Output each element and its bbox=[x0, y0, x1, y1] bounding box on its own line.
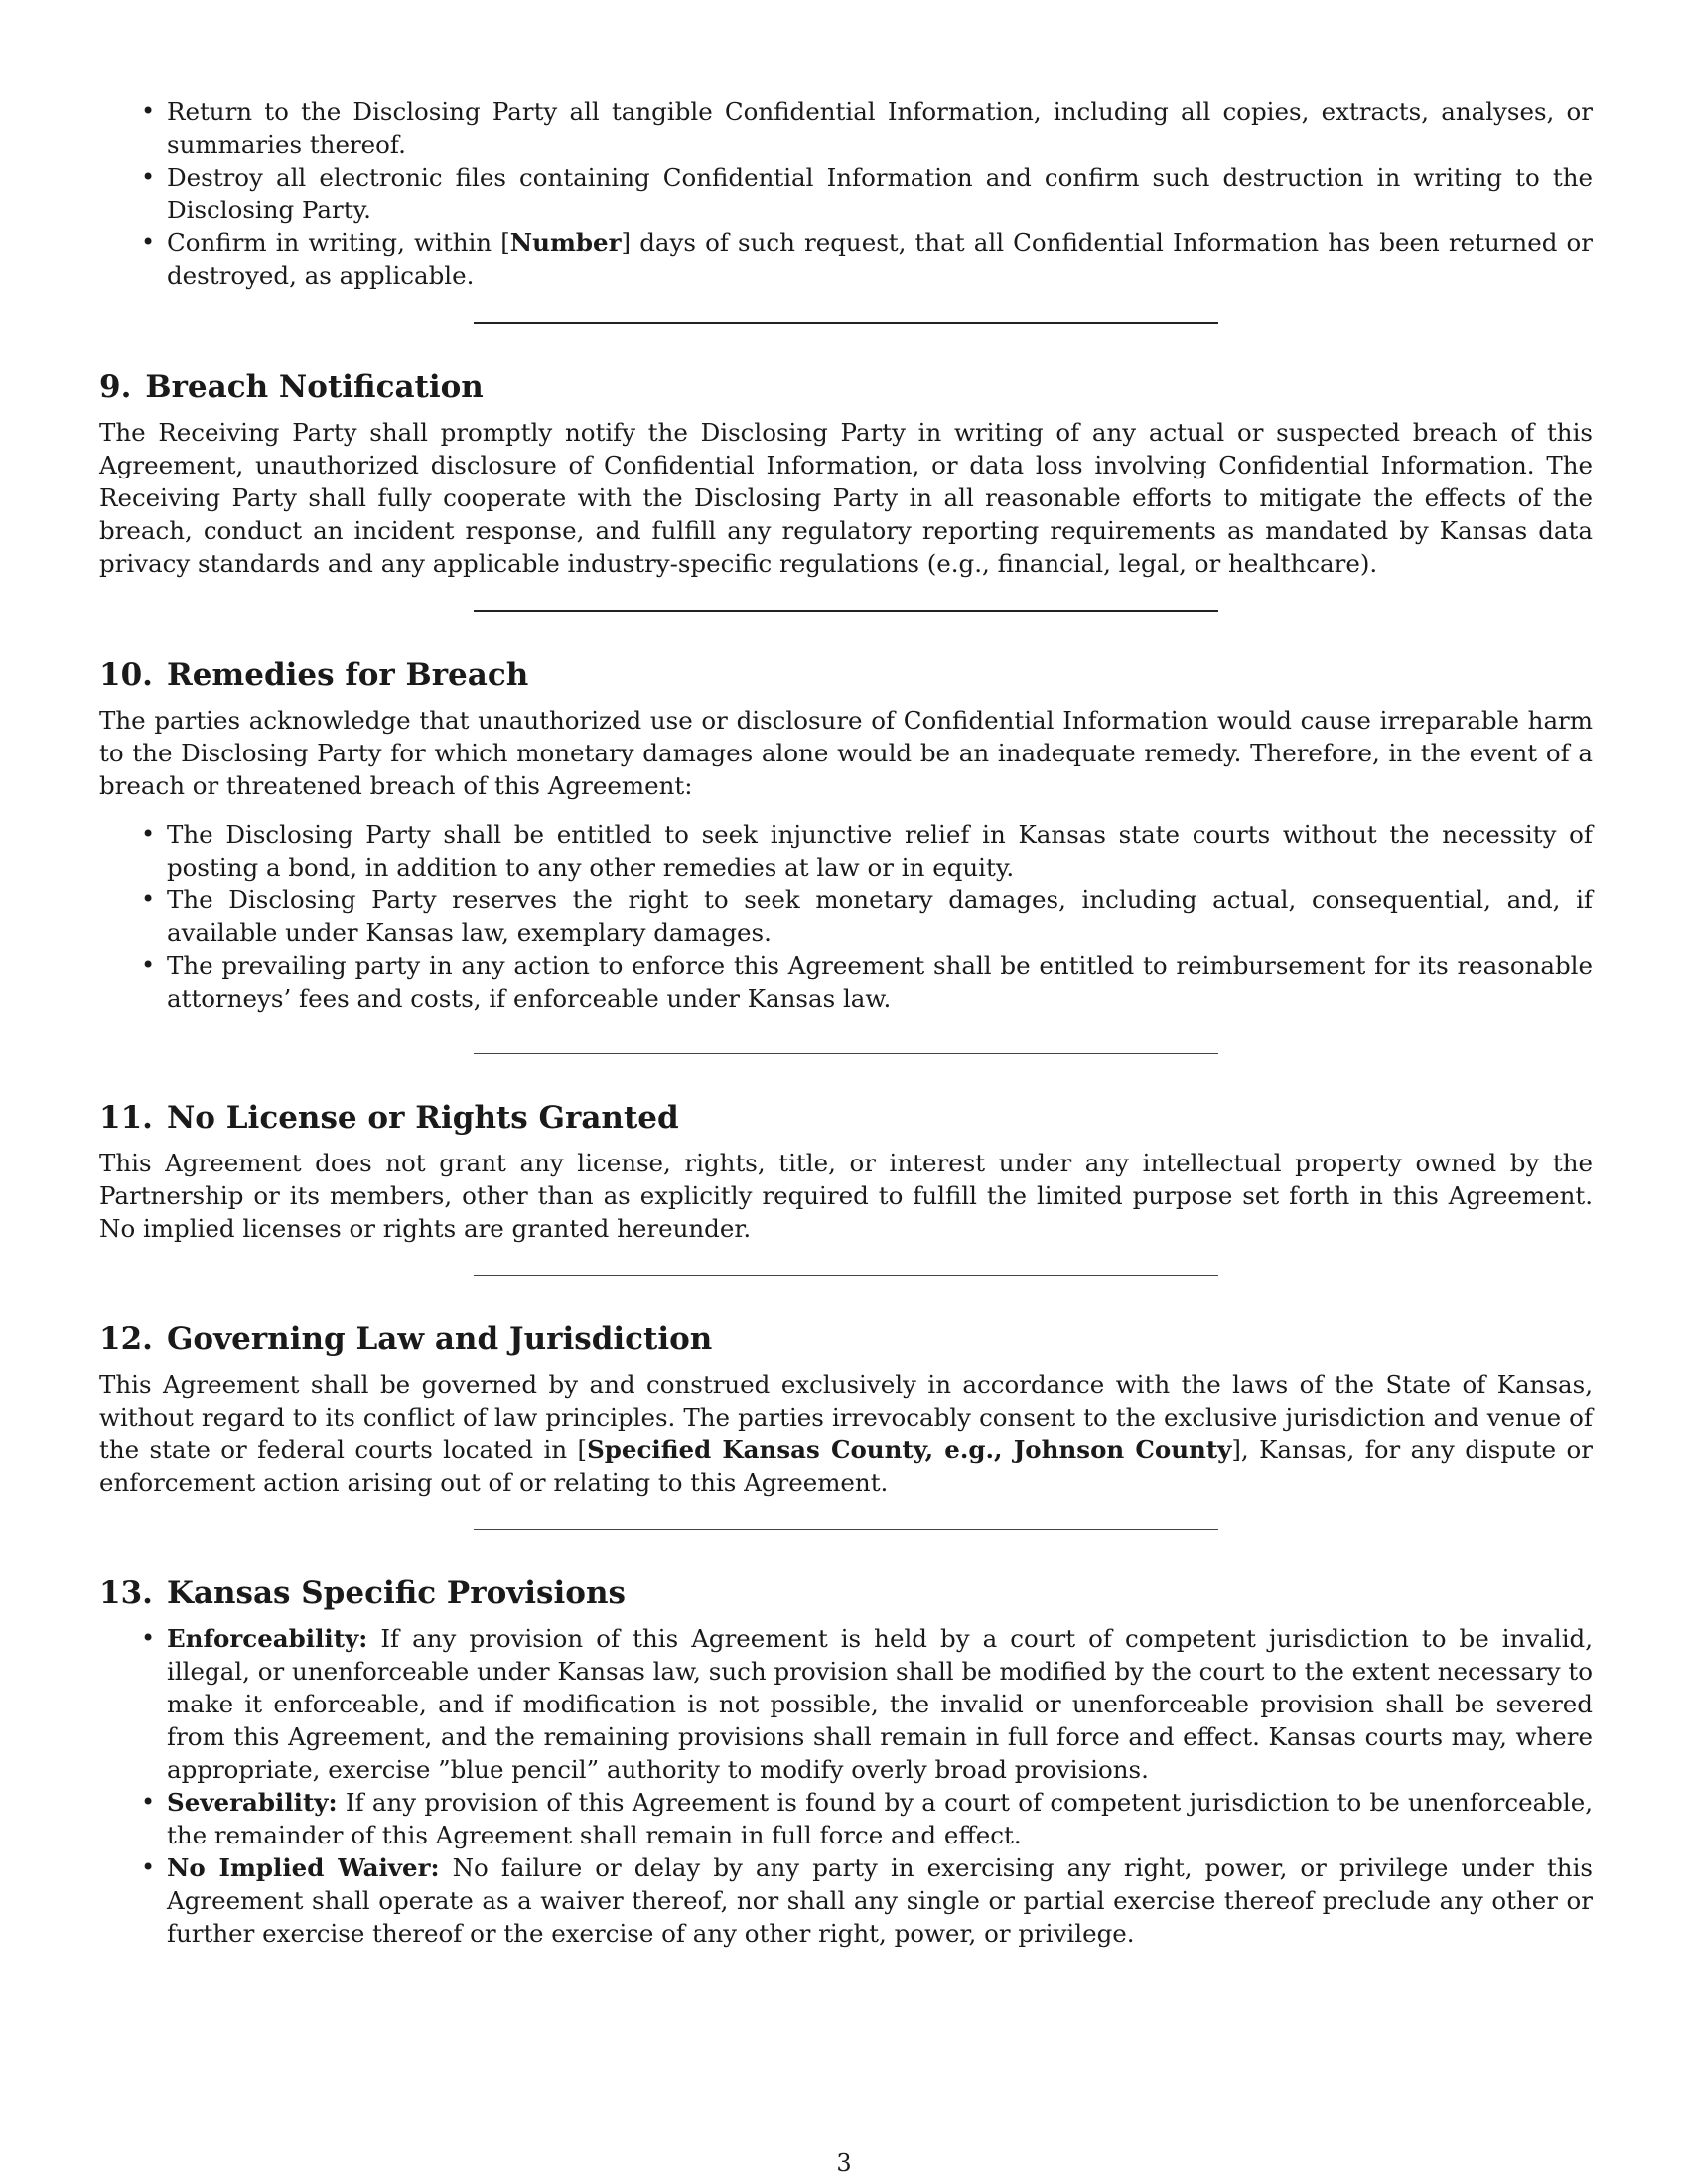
section-divider bbox=[474, 1275, 1218, 1276]
kansas-provisions-list bbox=[99, 1622, 1593, 1950]
provision-label: Enforceability: bbox=[167, 1624, 368, 1653]
list-item: • Confirm in writing, within [Number] days of such request, that all Confidential Information has been returned or destroyed, as applicable. bbox=[99, 226, 1593, 292]
list-item: • Destroy all electronic files containing Confidential Information and confirm such destruction in writing to the Disclosing Party. bbox=[99, 161, 1593, 226]
return-obligations-list bbox=[99, 95, 1593, 292]
section-divider bbox=[474, 1053, 1218, 1054]
section-divider bbox=[474, 322, 1218, 324]
provision-label: Severability: bbox=[167, 1788, 338, 1817]
section-10-heading: 10. Remedies for Breach bbox=[99, 657, 529, 693]
section-12-body: This Agreement shall be governed by and construed exclusively in accordance with the laws of the State of Kansas, without regard to its conflict of law principles. The parties irrevocably consent to the exclusive jurisdiction and venue of the state or federal courts located in [Specified Kansas County, e.g., Johnson County], Kansas, for any dispute or enforcement action arising out of or relating to this Agreement. bbox=[99, 1370, 1594, 1497]
list-item: • The Disclosing Party shall be entitled to seek injunctive relief in Kansas state courts without the necessity of posting a bond, in addition to any other remedies at law or in equity. bbox=[99, 818, 1593, 884]
list-item: • No Implied Waiver: No failure or delay by any party in exercising any right, power, or privilege under this Agreement shall operate as a waiver thereof, nor shall any single or partial exercise thereof preclude any other or further exercise thereof or the exercise of any other right, power, or privilege. bbox=[99, 1851, 1593, 1950]
section-13-heading: 13. Kansas Specific Provisions bbox=[99, 1575, 626, 1611]
list-item: • Severability: If any provision of this Agreement is found by a court of competent jurisdiction to be unenforceable, the remainder of this Agreement shall remain in full force and effect. bbox=[99, 1786, 1593, 1851]
provision-label: No Implied Waiver: bbox=[167, 1853, 440, 1882]
placeholder-number: Number bbox=[509, 228, 622, 257]
section-9-heading: 9. Breach Notification bbox=[99, 369, 484, 405]
section-9-body: The Receiving Party shall promptly notify the Disclosing Party in writing of any actual or suspected breach of this Agreement, unauthorized disclosure of Confidential Information, or data loss involving Confidential Information. The Receiving Party shall fully cooperate with the Disclosing Party in all reasonable efforts to mitigate the effects of the breach, conduct an incident response, and fulfill any regulatory reporting requirements as mandated by Kansas data privacy standards and any applicable industry-specific regulations (e.g., financial, legal, or healthcare). bbox=[99, 418, 1593, 578]
list-item: • The Disclosing Party reserves the right to seek monetary damages, including actual, consequential, and, if available under Kansas law, exemplary damages. bbox=[99, 884, 1593, 949]
section-11-body: This Agreement does not grant any license, rights, title, or interest under any intellectual property owned by the Partnership or its members, other than as explicitly required to fulfill the limited purpose set forth in this Agreement. No implied licenses or rights are granted hereunder. bbox=[99, 1149, 1593, 1243]
list-item: • Enforceability: If any provision of this Agreement is held by a court of competent jurisdiction to be invalid, illegal, or unenforceable under Kansas law, such provision shall be modified by the court to the extent necessary to make it enforceable, and if modification is not possible, the invalid or unenforceable provision shall be severed from this Agreement, and the remaining provisions shall remain in full force and effect. Kansas courts may, where appropriate, exercise ”blue pencil” authority to modify overly broad provisions. bbox=[99, 1622, 1593, 1786]
section-10-body: The parties acknowledge that unauthorized use or disclosure of Confidential Information would cause irreparable harm to the Disclosing Party for which monetary damages alone would be an inadequate remedy. Therefore, in the event of a breach or threatened breach of this Agreement: bbox=[99, 706, 1593, 800]
section-divider bbox=[474, 610, 1218, 612]
remedies-list bbox=[99, 818, 1593, 1015]
section-11-heading: 11. No License or Rights Granted bbox=[99, 1100, 679, 1136]
section-12-heading: 12. Governing Law and Jurisdiction bbox=[99, 1321, 713, 1357]
section-divider bbox=[474, 1529, 1218, 1530]
list-item: • The prevailing party in any action to enforce this Agreement shall be entitled to reimbursement for its reasonable attorneys’ fees and costs, if enforceable under Kansas law. bbox=[99, 949, 1593, 1015]
document-page bbox=[99, 95, 1593, 1950]
placeholder-county: Specified Kansas County, e.g., Johnson County bbox=[587, 1435, 1232, 1464]
page-number: 3 bbox=[836, 2149, 852, 2177]
list-item: • Return to the Disclosing Party all tangible Confidential Information, including all copies, extracts, analyses, or summaries thereof. bbox=[99, 95, 1593, 161]
